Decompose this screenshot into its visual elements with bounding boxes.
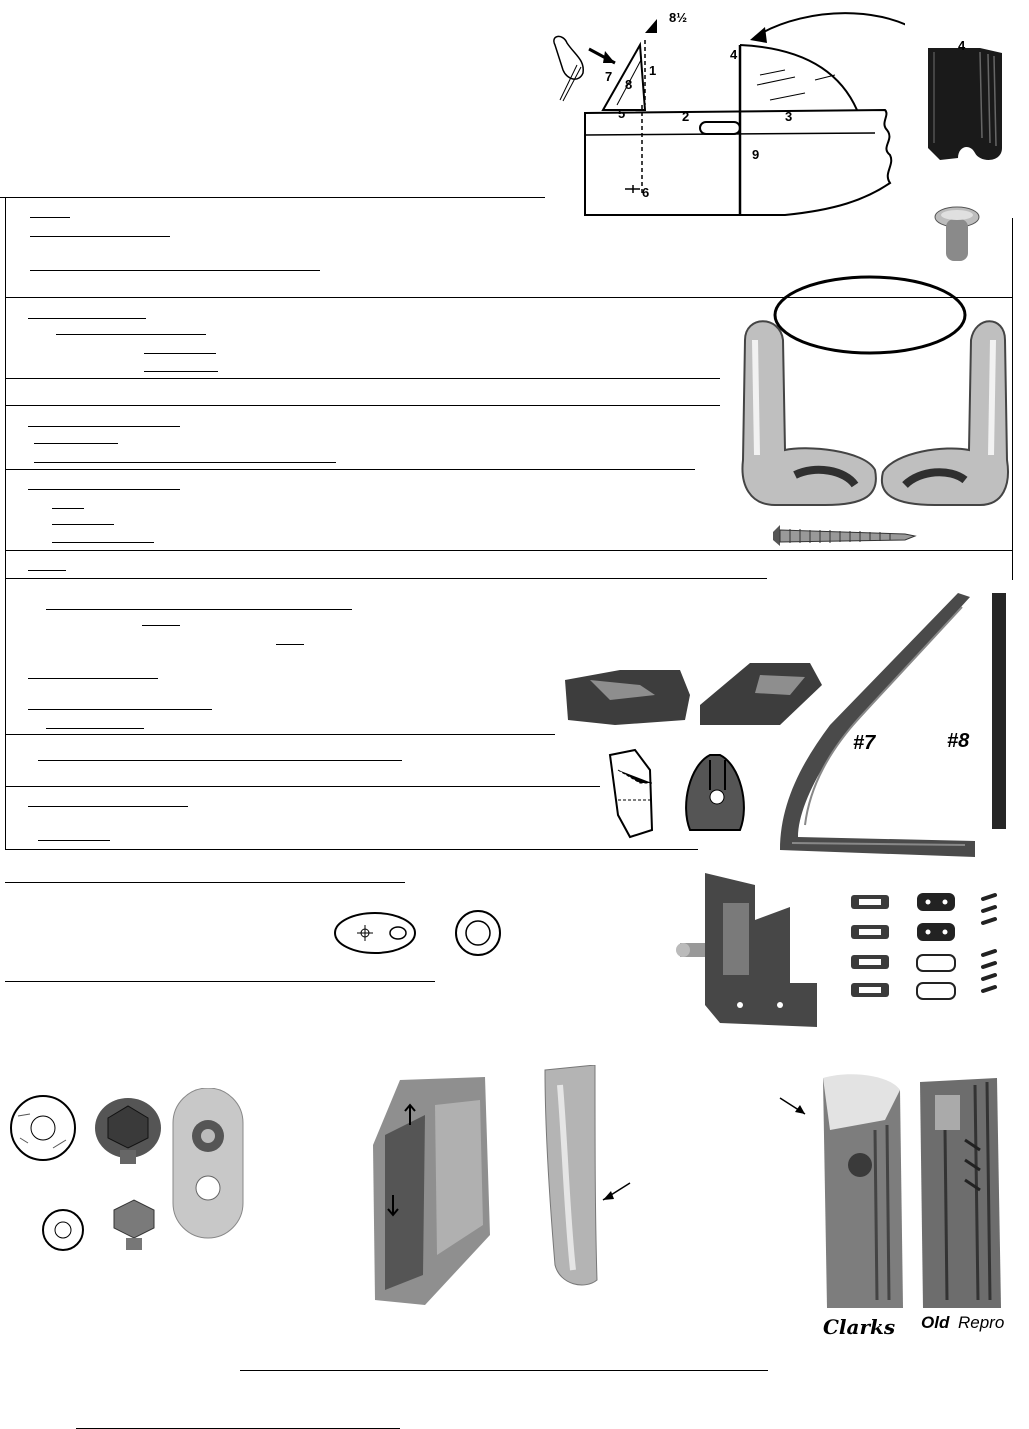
underline-1c [30, 270, 320, 271]
comparison-image [775, 1070, 1020, 1310]
rule-section-8 [5, 734, 555, 735]
bumper-stop-photo [932, 205, 982, 265]
caption-clarks: Clarks [823, 1315, 896, 1339]
label-8-half: 8½ [669, 10, 688, 25]
caption-repro: Repro [958, 1313, 1005, 1332]
weatherstrip-profile-image [920, 38, 1015, 168]
door-frame-image [365, 1075, 495, 1310]
underline-7b [142, 625, 180, 626]
armrest-bases-photo [735, 270, 1015, 555]
label-6: 6 [642, 185, 650, 200]
underline-1a [30, 217, 70, 218]
plate-washer-image [330, 908, 505, 960]
label-4-door: 4 [730, 47, 738, 62]
bumper-stop-image [932, 205, 982, 265]
weatherstrip-profile-photo [920, 38, 1015, 168]
underline-4b [34, 443, 118, 444]
underline-7f [46, 728, 144, 729]
underline-2a [28, 318, 146, 319]
underline-5a [28, 489, 180, 490]
plate-washer-drawing [330, 908, 505, 960]
door-diagram-drawing [545, 5, 905, 220]
label-7: 7 [605, 69, 613, 84]
bolt-washer-photo [8, 1088, 248, 1253]
label-3: 3 [785, 109, 793, 124]
underline-9a [28, 806, 188, 807]
label-8-strip: #8 [947, 730, 970, 752]
frame-left-border [5, 197, 6, 849]
underline-2b [56, 334, 206, 335]
rule-section-4 [5, 405, 720, 406]
door-diagram [545, 5, 905, 220]
armrest-bases-image [735, 270, 1015, 555]
hinge-bracket-photo [675, 865, 1015, 1035]
underline-5b [52, 508, 84, 509]
door-frame-photo [365, 1075, 495, 1310]
underline-bottom-a [240, 1370, 768, 1371]
vent-seal-image [560, 585, 1015, 860]
underline-7a [46, 609, 352, 610]
label-9: 9 [752, 147, 760, 162]
underline-8a [38, 760, 402, 761]
curved-seal-image [535, 1065, 635, 1295]
underline-6a [28, 570, 66, 571]
underline-1b [30, 236, 170, 237]
underline-4a [28, 426, 180, 427]
rule-section-9 [5, 786, 600, 787]
underline-4c [34, 462, 336, 463]
vent-seal-photo [560, 585, 1015, 860]
rule-section-7 [5, 578, 767, 579]
rule-section-3 [5, 378, 720, 379]
underline-7c [276, 644, 304, 645]
underline-5d [52, 542, 154, 543]
rule-section-5 [5, 469, 695, 470]
label-2: 2 [682, 109, 690, 124]
comparison-photo [775, 1070, 1020, 1340]
curved-seal-photo [535, 1065, 635, 1295]
underline-5c [52, 524, 114, 525]
bolt-washer-image [8, 1088, 248, 1253]
underline-7d [28, 678, 158, 679]
underline-10a [5, 882, 405, 883]
rule-top-list [0, 197, 545, 198]
label-4-profile: 4 [958, 38, 966, 53]
underline-10b [5, 981, 435, 982]
label-7-strip: #7 [853, 732, 876, 754]
underline-2c [144, 353, 216, 354]
underline-9b [38, 840, 110, 841]
caption-old: Old [921, 1313, 950, 1332]
label-1: 1 [649, 63, 657, 78]
label-8: 8 [625, 77, 633, 92]
underline-2d [144, 371, 218, 372]
underline-7e [28, 709, 212, 710]
hinge-bracket-image [675, 865, 1015, 1035]
label-5: 5 [618, 106, 626, 121]
